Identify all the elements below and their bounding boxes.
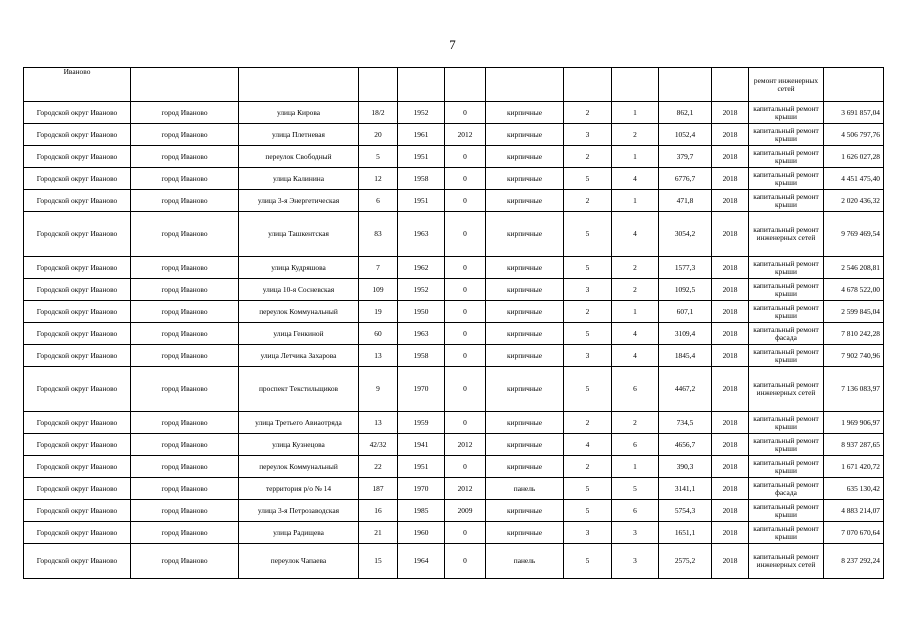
district-cell: Городской округ Иваново	[24, 212, 131, 257]
district-cell: Городской округ Иваново	[24, 301, 131, 323]
entrances-cell: 1	[612, 301, 659, 323]
work-type-cell: капитальный ремонт крыши	[749, 301, 824, 323]
wall-material-cell: кирпичные	[486, 500, 564, 522]
reconstruction-year-cell	[445, 68, 486, 102]
wall-material-cell: кирпичные	[486, 168, 564, 190]
build-year-cell: 1963	[398, 212, 445, 257]
floors-cell: 2	[564, 456, 612, 478]
district-cell: Городской округ Иваново	[24, 124, 131, 146]
city-cell: город Иваново	[131, 522, 239, 544]
street-cell: переулок Свободный	[239, 146, 359, 168]
table-row	[24, 279, 884, 301]
house-number-cell: 21	[359, 522, 398, 544]
build-year-cell: 1959	[398, 412, 445, 434]
repair-year-cell: 2018	[712, 168, 749, 190]
area-cell: 734,5	[659, 412, 712, 434]
floors-cell: 3	[564, 522, 612, 544]
area-cell: 862,1	[659, 102, 712, 124]
area-cell: 1577,3	[659, 257, 712, 279]
reconstruction-year-cell: 0	[445, 168, 486, 190]
work-type-cell: капитальный ремонт фасада	[749, 323, 824, 345]
house-number-cell: 18/2	[359, 102, 398, 124]
repair-year-cell: 2018	[712, 345, 749, 367]
floors-cell: 5	[564, 544, 612, 579]
house-number-cell: 16	[359, 500, 398, 522]
floors-cell: 3	[564, 124, 612, 146]
table-row	[24, 146, 884, 168]
entrances-cell: 2	[612, 279, 659, 301]
street-cell: улица 3-я Энергетическая	[239, 190, 359, 212]
city-cell: город Иваново	[131, 367, 239, 412]
area-cell: 3054,2	[659, 212, 712, 257]
street-cell: улица Третьего Авиаотряда	[239, 412, 359, 434]
floors-cell: 5	[564, 478, 612, 500]
cost-cell: 4 883 214,07	[824, 500, 884, 522]
area-cell: 3141,1	[659, 478, 712, 500]
work-type-cell: капитальный ремонт крыши	[749, 500, 824, 522]
area-cell: 3109,4	[659, 323, 712, 345]
cost-cell: 7 810 242,28	[824, 323, 884, 345]
district-cell: Городской округ Иваново	[24, 544, 131, 579]
wall-material-cell: кирпичные	[486, 257, 564, 279]
repair-year-cell: 2018	[712, 102, 749, 124]
floors-cell: 2	[564, 102, 612, 124]
street-cell: улица Кирова	[239, 102, 359, 124]
floors-cell: 2	[564, 190, 612, 212]
area-cell: 1052,4	[659, 124, 712, 146]
table-row	[24, 124, 884, 146]
floors-cell: 3	[564, 279, 612, 301]
table-row	[24, 345, 884, 367]
city-cell: город Иваново	[131, 212, 239, 257]
reconstruction-year-cell: 0	[445, 102, 486, 124]
city-cell: город Иваново	[131, 412, 239, 434]
reconstruction-year-cell: 0	[445, 257, 486, 279]
reconstruction-year-cell: 2012	[445, 124, 486, 146]
build-year-cell: 1952	[398, 102, 445, 124]
wall-material-cell: кирпичные	[486, 279, 564, 301]
district-cell: Городской округ Иваново	[24, 323, 131, 345]
floors-cell: 5	[564, 257, 612, 279]
house-number-cell: 60	[359, 323, 398, 345]
entrances-cell: 2	[612, 124, 659, 146]
repair-program-table	[23, 67, 884, 579]
district-cell: Городской округ Иваново	[24, 367, 131, 412]
reconstruction-year-cell: 0	[445, 367, 486, 412]
house-number-cell: 22	[359, 456, 398, 478]
city-cell	[131, 68, 239, 102]
street-cell: улица Плетневая	[239, 124, 359, 146]
area-cell: 4656,7	[659, 434, 712, 456]
cost-cell: 7 902 740,96	[824, 345, 884, 367]
repair-year-cell: 2018	[712, 257, 749, 279]
entrances-cell: 4	[612, 168, 659, 190]
entrances-cell: 2	[612, 412, 659, 434]
build-year-cell: 1964	[398, 544, 445, 579]
repair-year-cell: 2018	[712, 412, 749, 434]
street-cell: переулок Чапаева	[239, 544, 359, 579]
wall-material-cell	[486, 68, 564, 102]
city-cell: город Иваново	[131, 345, 239, 367]
city-cell: город Иваново	[131, 124, 239, 146]
cost-cell: 2 020 436,32	[824, 190, 884, 212]
wall-material-cell: кирпичные	[486, 102, 564, 124]
work-type-cell: капитальный ремонт крыши	[749, 168, 824, 190]
entrances-cell: 4	[612, 323, 659, 345]
reconstruction-year-cell: 0	[445, 456, 486, 478]
district-cell: Городской округ Иваново	[24, 522, 131, 544]
work-type-cell: капитальный ремонт крыши	[749, 434, 824, 456]
entrances-cell: 4	[612, 212, 659, 257]
wall-material-cell: панель	[486, 478, 564, 500]
area-cell: 2575,2	[659, 544, 712, 579]
work-type-cell: капитальный ремонт фасада	[749, 478, 824, 500]
table-row	[24, 212, 884, 257]
wall-material-cell: кирпичные	[486, 412, 564, 434]
build-year-cell: 1950	[398, 301, 445, 323]
wall-material-cell: кирпичные	[486, 212, 564, 257]
cost-cell: 3 691 857,04	[824, 102, 884, 124]
reconstruction-year-cell: 0	[445, 323, 486, 345]
wall-material-cell: кирпичные	[486, 456, 564, 478]
entrances-cell: 6	[612, 434, 659, 456]
table-row	[24, 456, 884, 478]
street-cell: проспект Текстильщиков	[239, 367, 359, 412]
street-cell: улица Кудряшова	[239, 257, 359, 279]
district-cell: Городской округ Иваново	[24, 102, 131, 124]
entrances-cell: 3	[612, 544, 659, 579]
district-cell: Городской округ Иваново	[24, 257, 131, 279]
area-cell: 607,1	[659, 301, 712, 323]
house-number-cell: 12	[359, 168, 398, 190]
wall-material-cell: кирпичные	[486, 367, 564, 412]
house-number-cell	[359, 68, 398, 102]
house-number-cell: 9	[359, 367, 398, 412]
build-year-cell: 1951	[398, 456, 445, 478]
city-cell: город Иваново	[131, 456, 239, 478]
entrances-cell: 6	[612, 500, 659, 522]
street-cell: улица Кузнецова	[239, 434, 359, 456]
house-number-cell: 13	[359, 412, 398, 434]
wall-material-cell: кирпичные	[486, 124, 564, 146]
street-cell	[239, 68, 359, 102]
work-type-cell: капитальный ремонт крыши	[749, 456, 824, 478]
repair-year-cell: 2018	[712, 323, 749, 345]
district-cell: Городской округ Иваново	[24, 412, 131, 434]
floors-cell: 5	[564, 212, 612, 257]
floors-cell: 5	[564, 367, 612, 412]
build-year-cell	[398, 68, 445, 102]
repair-year-cell: 2018	[712, 146, 749, 168]
build-year-cell: 1958	[398, 168, 445, 190]
house-number-cell: 20	[359, 124, 398, 146]
reconstruction-year-cell: 2012	[445, 434, 486, 456]
house-number-cell: 13	[359, 345, 398, 367]
table-row	[24, 522, 884, 544]
area-cell	[659, 68, 712, 102]
city-cell: город Иваново	[131, 478, 239, 500]
work-type-cell: капитальный ремонт крыши	[749, 190, 824, 212]
cost-cell: 4 506 797,76	[824, 124, 884, 146]
wall-material-cell: кирпичные	[486, 522, 564, 544]
city-cell: город Иваново	[131, 257, 239, 279]
cost-cell	[824, 68, 884, 102]
repair-year-cell: 2018	[712, 500, 749, 522]
repair-year-cell: 2018	[712, 367, 749, 412]
repair-year-cell: 2018	[712, 190, 749, 212]
work-type-cell: капитальный ремонт инженерных сетей	[749, 544, 824, 579]
district-cell: Городской округ Иваново	[24, 168, 131, 190]
work-type-cell: капитальный ремонт крыши	[749, 102, 824, 124]
district-cell: Иваново	[24, 68, 131, 102]
table-row	[24, 190, 884, 212]
cost-cell: 8 937 287,65	[824, 434, 884, 456]
table-row	[24, 257, 884, 279]
district-cell: Городской округ Иваново	[24, 146, 131, 168]
area-cell: 1092,5	[659, 279, 712, 301]
district-cell: Городской округ Иваново	[24, 345, 131, 367]
work-type-cell: капитальный ремонт инженерных сетей	[749, 212, 824, 257]
street-cell: переулок Коммунальный	[239, 301, 359, 323]
street-cell: улица Ташкентская	[239, 212, 359, 257]
house-number-cell: 5	[359, 146, 398, 168]
wall-material-cell: кирпичные	[486, 323, 564, 345]
reconstruction-year-cell: 0	[445, 345, 486, 367]
street-cell: улица Радищева	[239, 522, 359, 544]
work-type-cell: капитальный ремонт крыши	[749, 257, 824, 279]
cost-cell: 7 070 670,64	[824, 522, 884, 544]
entrances-cell: 1	[612, 102, 659, 124]
street-cell: территория р/о № 14	[239, 478, 359, 500]
wall-material-cell: кирпичные	[486, 190, 564, 212]
cost-cell: 8 237 292,24	[824, 544, 884, 579]
house-number-cell: 187	[359, 478, 398, 500]
work-type-cell: капитальный ремонт крыши	[749, 345, 824, 367]
entrances-cell: 1	[612, 146, 659, 168]
work-type-cell: капитальный ремонт инженерных сетей	[749, 367, 824, 412]
area-cell: 379,7	[659, 146, 712, 168]
area-cell: 1651,1	[659, 522, 712, 544]
area-cell: 471,8	[659, 190, 712, 212]
reconstruction-year-cell: 0	[445, 522, 486, 544]
entrances-cell: 3	[612, 522, 659, 544]
table-row	[24, 323, 884, 345]
house-number-cell: 42/32	[359, 434, 398, 456]
build-year-cell: 1961	[398, 124, 445, 146]
cost-cell: 1 626 027,28	[824, 146, 884, 168]
build-year-cell: 1970	[398, 367, 445, 412]
build-year-cell: 1941	[398, 434, 445, 456]
city-cell: город Иваново	[131, 544, 239, 579]
build-year-cell: 1952	[398, 279, 445, 301]
city-cell: город Иваново	[131, 168, 239, 190]
work-type-cell: капитальный ремонт крыши	[749, 124, 824, 146]
district-cell: Городской округ Иваново	[24, 279, 131, 301]
floors-cell: 3	[564, 345, 612, 367]
build-year-cell: 1985	[398, 500, 445, 522]
street-cell: улица Летчика Захарова	[239, 345, 359, 367]
city-cell: город Иваново	[131, 434, 239, 456]
work-type-cell: капитальный ремонт крыши	[749, 279, 824, 301]
floors-cell: 5	[564, 168, 612, 190]
repair-year-cell: 2018	[712, 279, 749, 301]
reconstruction-year-cell: 0	[445, 279, 486, 301]
wall-material-cell: кирпичные	[486, 301, 564, 323]
house-number-cell: 83	[359, 212, 398, 257]
city-cell: город Иваново	[131, 146, 239, 168]
district-cell: Городской округ Иваново	[24, 190, 131, 212]
repair-year-cell: 2018	[712, 301, 749, 323]
reconstruction-year-cell: 0	[445, 301, 486, 323]
work-type-cell: ремонт инженерных сетей	[749, 68, 824, 102]
entrances-cell: 6	[612, 367, 659, 412]
repair-year-cell	[712, 68, 749, 102]
street-cell: улица 3-я Петрозаводская	[239, 500, 359, 522]
build-year-cell: 1951	[398, 146, 445, 168]
reconstruction-year-cell: 2012	[445, 478, 486, 500]
repair-year-cell: 2018	[712, 212, 749, 257]
street-cell: улица Калинина	[239, 168, 359, 190]
floors-cell: 5	[564, 323, 612, 345]
table-row	[24, 367, 884, 412]
repair-year-cell: 2018	[712, 124, 749, 146]
area-cell: 5754,3	[659, 500, 712, 522]
area-cell: 4467,2	[659, 367, 712, 412]
house-number-cell: 7	[359, 257, 398, 279]
work-type-cell: капитальный ремонт крыши	[749, 412, 824, 434]
table-row	[24, 500, 884, 522]
wall-material-cell: кирпичные	[486, 434, 564, 456]
cost-cell: 9 769 469,54	[824, 212, 884, 257]
city-cell: город Иваново	[131, 500, 239, 522]
build-year-cell: 1963	[398, 323, 445, 345]
house-number-cell: 19	[359, 301, 398, 323]
table-row	[24, 544, 884, 579]
house-number-cell: 109	[359, 279, 398, 301]
cost-cell: 1 671 420,72	[824, 456, 884, 478]
work-type-cell: капитальный ремонт крыши	[749, 522, 824, 544]
floors-cell: 5	[564, 500, 612, 522]
table-row	[24, 301, 884, 323]
cost-cell: 7 136 083,97	[824, 367, 884, 412]
floors-cell: 4	[564, 434, 612, 456]
repair-year-cell: 2018	[712, 478, 749, 500]
table-row	[24, 478, 884, 500]
entrances-cell: 2	[612, 257, 659, 279]
street-cell: улица 10-я Сосневская	[239, 279, 359, 301]
entrances-cell: 1	[612, 190, 659, 212]
floors-cell: 2	[564, 412, 612, 434]
area-cell: 6776,7	[659, 168, 712, 190]
city-cell: город Иваново	[131, 190, 239, 212]
district-cell: Городской округ Иваново	[24, 500, 131, 522]
reconstruction-year-cell: 0	[445, 212, 486, 257]
repair-year-cell: 2018	[712, 456, 749, 478]
wall-material-cell: кирпичные	[486, 146, 564, 168]
city-cell: город Иваново	[131, 279, 239, 301]
build-year-cell: 1951	[398, 190, 445, 212]
entrances-cell	[612, 68, 659, 102]
cost-cell: 4 678 522,00	[824, 279, 884, 301]
area-cell: 1845,4	[659, 345, 712, 367]
cost-cell: 635 130,42	[824, 478, 884, 500]
floors-cell	[564, 68, 612, 102]
build-year-cell: 1958	[398, 345, 445, 367]
reconstruction-year-cell: 0	[445, 544, 486, 579]
repair-year-cell: 2018	[712, 544, 749, 579]
city-cell: город Иваново	[131, 102, 239, 124]
street-cell: переулок Коммунальный	[239, 456, 359, 478]
cost-cell: 2 599 845,04	[824, 301, 884, 323]
wall-material-cell: панель	[486, 544, 564, 579]
floors-cell: 2	[564, 301, 612, 323]
reconstruction-year-cell: 2009	[445, 500, 486, 522]
table-row	[24, 168, 884, 190]
entrances-cell: 5	[612, 478, 659, 500]
table-row	[24, 412, 884, 434]
city-cell: город Иваново	[131, 301, 239, 323]
table-body	[24, 68, 884, 579]
city-cell: город Иваново	[131, 323, 239, 345]
cost-cell: 4 451 475,40	[824, 168, 884, 190]
repair-year-cell: 2018	[712, 434, 749, 456]
area-cell: 390,3	[659, 456, 712, 478]
table-row	[24, 434, 884, 456]
entrances-cell: 4	[612, 345, 659, 367]
work-type-cell: капитальный ремонт крыши	[749, 146, 824, 168]
entrances-cell: 1	[612, 456, 659, 478]
reconstruction-year-cell: 0	[445, 146, 486, 168]
district-cell: Городской округ Иваново	[24, 478, 131, 500]
table-row-continuation	[24, 68, 884, 102]
build-year-cell: 1962	[398, 257, 445, 279]
reconstruction-year-cell: 0	[445, 190, 486, 212]
floors-cell: 2	[564, 146, 612, 168]
cost-cell: 2 546 208,81	[824, 257, 884, 279]
district-cell: Городской округ Иваново	[24, 456, 131, 478]
page-number: 7	[449, 37, 456, 52]
street-cell: улица Генкиной	[239, 323, 359, 345]
house-number-cell: 6	[359, 190, 398, 212]
reconstruction-year-cell: 0	[445, 412, 486, 434]
wall-material-cell: кирпичные	[486, 345, 564, 367]
house-number-cell: 15	[359, 544, 398, 579]
table-row	[24, 102, 884, 124]
build-year-cell: 1960	[398, 522, 445, 544]
repair-year-cell: 2018	[712, 522, 749, 544]
cost-cell: 1 969 906,97	[824, 412, 884, 434]
district-cell: Городской округ Иваново	[24, 434, 131, 456]
build-year-cell: 1970	[398, 478, 445, 500]
